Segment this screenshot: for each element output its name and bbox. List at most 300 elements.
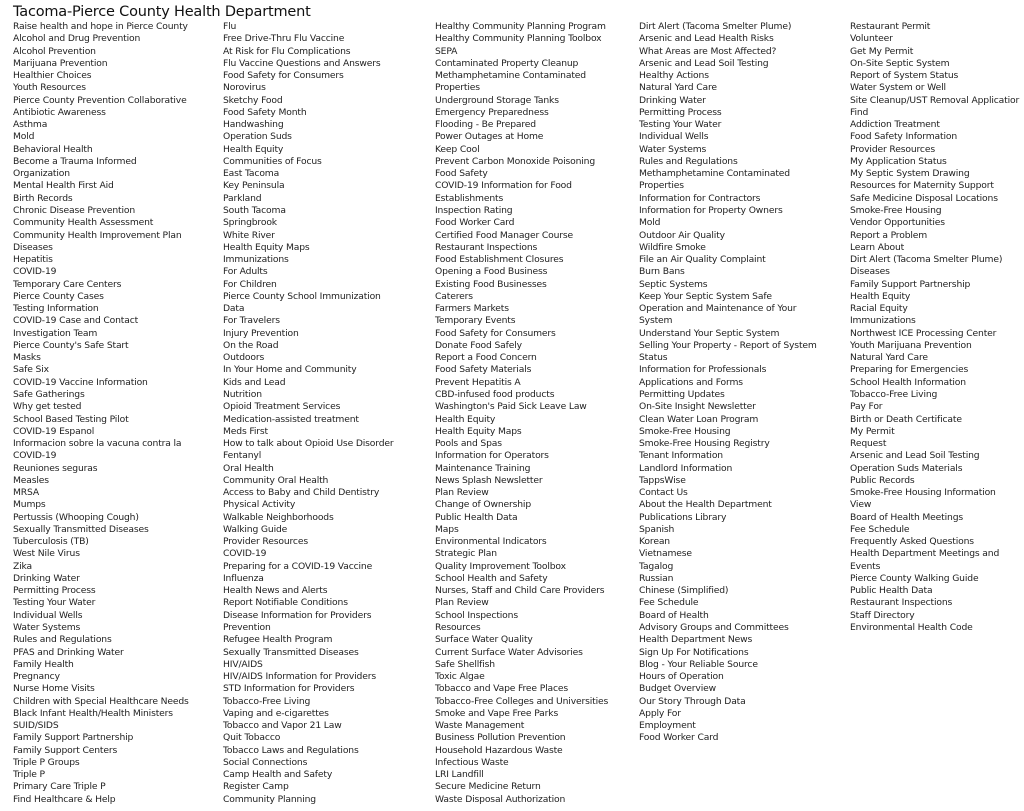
list-item[interactable]: Safe Six: [13, 364, 49, 376]
list-item[interactable]: Chronic Disease Prevention: [13, 204, 136, 216]
list-item[interactable]: Kids and Lead: [223, 376, 286, 388]
list-item[interactable]: Maps: [435, 523, 459, 535]
list-item[interactable]: COVID-19 Vaccine Information: [13, 376, 148, 388]
list-item[interactable]: Fentanyl: [223, 450, 262, 462]
list-item[interactable]: Community Health Assessment: [13, 217, 154, 229]
list-item[interactable]: Walkable Neighborhoods: [223, 511, 334, 523]
list-item[interactable]: On-Site Insight Newsletter: [639, 401, 756, 413]
list-item[interactable]: View: [850, 499, 872, 511]
list-item[interactable]: Clean Water Loan Program: [639, 413, 759, 425]
list-item[interactable]: My Septic System Drawing: [850, 168, 970, 180]
list-item[interactable]: Community Planning: [223, 793, 316, 805]
list-item[interactable]: STD Information for Providers: [223, 683, 355, 695]
list-item[interactable]: Contact Us: [639, 487, 688, 499]
list-item[interactable]: Information for Property Owners: [639, 204, 783, 216]
list-item[interactable]: School Based Testing Pilot: [13, 413, 129, 425]
list-item[interactable]: For Children: [223, 278, 277, 290]
list-item[interactable]: Board of Health: [639, 609, 709, 621]
list-item[interactable]: Food Safety Month: [223, 106, 307, 118]
list-item[interactable]: Preparing for a COVID-19 Vaccine: [223, 560, 373, 572]
list-item[interactable]: Status: [639, 352, 668, 364]
list-item[interactable]: Pools and Spas: [435, 438, 502, 450]
list-item[interactable]: Chinese (Simplified): [639, 585, 729, 597]
list-item[interactable]: Food Establishment Closures: [435, 254, 564, 266]
list-item[interactable]: School Health Information: [850, 376, 966, 388]
list-item[interactable]: Arsenic and Lead Soil Testing: [639, 57, 769, 69]
list-item[interactable]: Tagalog: [639, 560, 674, 572]
list-item[interactable]: Raise health and hope in Pierce County: [13, 21, 188, 32]
list-item[interactable]: Investigation Team: [13, 327, 98, 339]
list-item[interactable]: Business Pollution Prevention: [435, 732, 566, 744]
list-item[interactable]: Household Hazardous Waste: [435, 744, 563, 756]
list-item[interactable]: Get My Permit: [850, 45, 914, 57]
list-item[interactable]: Refugee Health Program: [223, 634, 333, 646]
list-item[interactable]: Events: [850, 560, 881, 572]
list-item[interactable]: Plan Review: [435, 597, 489, 609]
list-item[interactable]: Resources: [435, 622, 481, 634]
list-item[interactable]: Maintenance Training: [435, 462, 531, 474]
list-item[interactable]: Information for Professionals: [639, 364, 767, 376]
list-item[interactable]: Emergency Preparedness: [435, 106, 549, 118]
list-item[interactable]: Drinking Water: [13, 572, 80, 584]
list-item[interactable]: Methamphetamine Contaminated: [435, 70, 586, 82]
list-item[interactable]: Caterers: [435, 290, 473, 302]
list-item[interactable]: Addiction Treatment: [850, 119, 940, 131]
list-item[interactable]: Health Equity: [435, 413, 496, 425]
list-item[interactable]: Operation Suds: [223, 131, 292, 143]
list-item[interactable]: Health Equity: [223, 143, 284, 155]
list-item[interactable]: COVID-19 Case and Contact: [13, 315, 139, 327]
list-item[interactable]: Infectious Waste: [435, 756, 509, 768]
list-item[interactable]: Family Support Partnership: [850, 278, 971, 290]
list-item[interactable]: Septic Systems: [639, 278, 708, 290]
list-item[interactable]: Keep Your Septic System Safe: [639, 290, 772, 302]
list-item[interactable]: Register Camp: [223, 781, 289, 793]
list-item[interactable]: Flooding - Be Prepared: [435, 119, 536, 131]
list-item[interactable]: Triple P: [13, 769, 45, 781]
list-item[interactable]: Testing Your Water: [639, 119, 722, 131]
list-item[interactable]: Food Worker Card: [435, 217, 515, 229]
list-item[interactable]: Food Safety Materials: [435, 364, 532, 376]
list-item[interactable]: Vaping and e-cigarettes: [223, 707, 329, 719]
list-item[interactable]: Immunizations: [850, 315, 916, 327]
list-item[interactable]: Environmental Health Code: [850, 622, 973, 634]
list-item[interactable]: Family Health: [13, 658, 74, 670]
list-item[interactable]: Tobacco-Free Living: [223, 695, 311, 707]
list-item[interactable]: Pertussis (Whooping Cough): [13, 511, 139, 523]
list-item[interactable]: In Your Home and Community: [223, 364, 357, 376]
list-item[interactable]: Temporary Events: [435, 315, 516, 327]
list-item[interactable]: Meds First: [223, 425, 268, 437]
list-item[interactable]: Nurse Home Visits: [13, 683, 95, 695]
list-item[interactable]: Healthy Community Planning Toolbox: [435, 33, 602, 45]
list-item[interactable]: COVID-19 Information for Food: [435, 180, 572, 192]
list-item[interactable]: Outdoors: [223, 352, 265, 364]
list-item[interactable]: Racial Equity: [850, 303, 908, 315]
list-item[interactable]: Dirt Alert (Tacoma Smelter Plume): [850, 254, 1003, 266]
list-item[interactable]: Sketchy Food: [223, 94, 283, 106]
list-item[interactable]: Smoke-Free Housing: [850, 204, 942, 216]
list-item[interactable]: Washington's Paid Sick Leave Law: [435, 401, 587, 413]
list-item[interactable]: Current Surface Water Advisories: [435, 646, 583, 658]
list-item[interactable]: Youth Resources: [13, 82, 86, 94]
list-item[interactable]: Alcohol Prevention: [13, 45, 96, 57]
list-item[interactable]: Change of Ownership: [435, 499, 532, 511]
list-item[interactable]: Norovirus: [223, 82, 266, 94]
list-item[interactable]: Certified Food Manager Course: [435, 229, 574, 241]
list-item[interactable]: Data: [223, 303, 245, 315]
list-item[interactable]: Family Support Partnership: [13, 732, 134, 744]
list-item[interactable]: Our Story Through Data: [639, 695, 746, 707]
list-item[interactable]: System: [639, 315, 673, 327]
list-item[interactable]: COVID-19: [13, 450, 57, 462]
list-item[interactable]: School Inspections: [435, 609, 518, 621]
list-item[interactable]: CBD-infused food products: [435, 388, 555, 400]
list-item[interactable]: Safe Medicine Disposal Locations: [850, 192, 998, 204]
list-item[interactable]: Camp Health and Safety: [223, 769, 333, 781]
list-item[interactable]: Mental Health First Aid: [13, 180, 114, 192]
list-item[interactable]: Quit Tobacco: [223, 732, 281, 744]
list-item[interactable]: For Adults: [223, 266, 268, 278]
list-item[interactable]: Toxic Algae: [435, 671, 485, 683]
list-item[interactable]: Natural Yard Care: [850, 352, 928, 364]
list-item[interactable]: Request: [850, 438, 887, 450]
list-item[interactable]: TappsWise: [639, 474, 686, 486]
list-item[interactable]: Mold: [639, 217, 661, 229]
list-item[interactable]: Organization: [13, 168, 70, 180]
list-item[interactable]: Northwest ICE Processing Center: [850, 327, 997, 339]
list-item[interactable]: Farmers Markets: [435, 303, 509, 315]
list-item[interactable]: Masks: [13, 352, 41, 364]
list-item[interactable]: Operation Suds Materials: [850, 462, 963, 474]
list-item[interactable]: Restaurant Permit: [850, 21, 931, 32]
list-item[interactable]: Free Drive-Thru Flu Vaccine: [223, 33, 345, 45]
list-item[interactable]: Health Equity Maps: [435, 425, 522, 437]
list-item[interactable]: Report of System Status: [850, 70, 959, 82]
list-item[interactable]: Mold: [13, 131, 35, 143]
list-item[interactable]: HIV/AIDS Information for Providers: [223, 671, 376, 683]
list-item[interactable]: Donate Food Safely: [435, 339, 522, 351]
list-item[interactable]: Pierce County Walking Guide: [850, 572, 979, 584]
list-item[interactable]: Zika: [13, 560, 33, 572]
list-item[interactable]: About the Health Department: [639, 499, 772, 511]
list-item[interactable]: On the Road: [223, 339, 279, 351]
list-item[interactable]: Hepatitis: [13, 254, 53, 266]
list-item[interactable]: Russian: [639, 572, 674, 584]
list-item[interactable]: Arsenic and Lead Health Risks: [639, 33, 774, 45]
list-item[interactable]: Existing Food Businesses: [435, 278, 547, 290]
list-item[interactable]: Report Notifiable Conditions: [223, 597, 348, 609]
list-item[interactable]: Vietnamese: [639, 548, 692, 560]
list-item[interactable]: Drinking Water: [639, 94, 706, 106]
list-item[interactable]: Immunizations: [223, 254, 289, 266]
list-item[interactable]: Children with Special Healthcare Needs: [13, 695, 189, 707]
list-item[interactable]: PFAS and Drinking Water: [13, 646, 124, 658]
list-item[interactable]: Quality Improvement Toolbox: [435, 560, 566, 572]
list-item[interactable]: Primary Care Triple P: [13, 781, 106, 793]
list-item[interactable]: Food Safety for Consumers: [435, 327, 556, 339]
list-item[interactable]: Landlord Information: [639, 462, 733, 474]
list-item[interactable]: White River: [223, 229, 275, 241]
list-item[interactable]: Pierce County's Safe Start: [13, 339, 129, 351]
list-item[interactable]: Frequently Asked Questions: [850, 536, 974, 548]
list-item[interactable]: Individual Wells: [13, 609, 83, 621]
list-item[interactable]: Prevention: [223, 622, 271, 634]
list-item[interactable]: Restaurant Inspections: [435, 241, 538, 253]
list-item[interactable]: Diseases: [850, 266, 890, 278]
list-item[interactable]: SUID/SIDS: [13, 720, 59, 732]
list-item[interactable]: What Areas are Most Affected?: [639, 45, 777, 57]
list-item[interactable]: Tobacco-Free Living: [850, 388, 938, 400]
list-item[interactable]: For Travelers: [223, 315, 280, 327]
list-item[interactable]: Wildfire Smoke: [639, 241, 706, 253]
list-item[interactable]: Disease Information for Providers: [223, 609, 372, 621]
list-item[interactable]: Pregnancy: [13, 671, 60, 683]
list-item[interactable]: Nurses, Staff and Child Care Providers: [435, 585, 605, 597]
list-item[interactable]: Secure Medicine Return: [435, 781, 541, 793]
list-item[interactable]: File an Air Quality Complaint: [639, 254, 766, 266]
list-item[interactable]: Properties: [639, 180, 684, 192]
list-item[interactable]: Smoke-Free Housing: [639, 425, 731, 437]
list-item[interactable]: Provider Resources: [223, 536, 308, 548]
list-item[interactable]: Permitting Process: [13, 585, 96, 597]
list-item[interactable]: Measles: [13, 474, 49, 486]
list-item[interactable]: Budget Overview: [639, 683, 716, 695]
list-item[interactable]: Testing Your Water: [13, 597, 96, 609]
list-item[interactable]: Power Outages at Home: [435, 131, 544, 143]
list-item[interactable]: Individual Wells: [639, 131, 709, 143]
list-item[interactable]: Information for Contractors: [639, 192, 761, 204]
list-item[interactable]: Volunteer: [850, 33, 893, 45]
list-item[interactable]: Physical Activity: [223, 499, 296, 511]
list-item[interactable]: Understand Your Septic System: [639, 327, 780, 339]
list-item[interactable]: Provider Resources: [850, 143, 935, 155]
list-item[interactable]: Influenza: [223, 572, 264, 584]
list-item[interactable]: Communities of Focus: [223, 155, 322, 167]
list-item[interactable]: Water Systems: [639, 143, 707, 155]
list-item[interactable]: Tobacco Laws and Regulations: [223, 744, 359, 756]
list-item[interactable]: Oral Health: [223, 462, 274, 474]
list-item[interactable]: My Permit: [850, 425, 895, 437]
list-item[interactable]: Fee Schedule: [639, 597, 699, 609]
list-item[interactable]: Community Health Improvement Plan: [13, 229, 182, 241]
list-item[interactable]: Food Safety Information: [850, 131, 957, 143]
list-item[interactable]: Become a Trauma Informed: [13, 155, 137, 167]
list-item[interactable]: Methamphetamine Contaminated: [639, 168, 790, 180]
list-item[interactable]: Parkland: [223, 192, 262, 204]
list-item[interactable]: Find Healthcare & Help: [13, 793, 116, 805]
list-item[interactable]: Keep Cool: [435, 143, 480, 155]
list-item[interactable]: Pierce County School Immunization: [223, 290, 381, 302]
list-item[interactable]: Resources for Maternity Support: [850, 180, 994, 192]
list-item[interactable]: Vendor Opportunities: [850, 217, 945, 229]
list-item[interactable]: Triple P Groups: [13, 756, 80, 768]
list-item[interactable]: Nutrition: [223, 388, 262, 400]
list-item[interactable]: Sign Up For Notifications: [639, 646, 749, 658]
list-item[interactable]: Testing Information: [13, 303, 99, 315]
list-item[interactable]: Mumps: [13, 499, 46, 511]
list-item[interactable]: MRSA: [13, 487, 39, 499]
list-item[interactable]: Surface Water Quality: [435, 634, 533, 646]
list-item[interactable]: Pierce County Cases: [13, 290, 104, 302]
list-item[interactable]: Prevent Hepatitis A: [435, 376, 521, 388]
list-item[interactable]: Arsenic and Lead Soil Testing: [850, 450, 980, 462]
list-item[interactable]: Contaminated Property Cleanup: [435, 57, 579, 69]
list-item[interactable]: Board of Health Meetings: [850, 511, 964, 523]
list-item[interactable]: Flu Vaccine Questions and Answers: [223, 57, 381, 69]
list-item[interactable]: Healthier Choices: [13, 70, 92, 82]
list-item[interactable]: Access to Baby and Child Dentistry: [223, 487, 380, 499]
list-item[interactable]: Asthma: [13, 119, 48, 131]
list-item[interactable]: LRI Landfill: [435, 769, 484, 781]
list-item[interactable]: Natural Yard Care: [639, 82, 717, 94]
list-item[interactable]: Operation and Maintenance of Your: [639, 303, 797, 315]
list-item[interactable]: Underground Storage Tanks: [435, 94, 559, 106]
list-item[interactable]: Community Oral Health: [223, 474, 329, 486]
list-item[interactable]: Public Health Data: [435, 511, 518, 523]
list-item[interactable]: Plan Review: [435, 487, 489, 499]
list-item[interactable]: Food Safety for Consumers: [223, 70, 344, 82]
list-item[interactable]: Report a Food Concern: [435, 352, 537, 364]
list-item[interactable]: Diseases: [13, 241, 53, 253]
list-item[interactable]: Healthy Actions: [639, 70, 709, 82]
list-item[interactable]: Birth or Death Certificate: [850, 413, 962, 425]
list-item[interactable]: Public Records: [850, 474, 915, 486]
list-item[interactable]: School Health and Safety: [435, 572, 548, 584]
list-item[interactable]: Health Department Meetings and: [850, 548, 1000, 560]
list-item[interactable]: Reuniones seguras: [13, 462, 98, 474]
list-item[interactable]: West Nile Virus: [13, 548, 80, 560]
list-item[interactable]: Food Worker Card: [639, 732, 719, 744]
list-item[interactable]: Water System or Well: [850, 82, 946, 94]
list-item[interactable]: Tobacco-Free Colleges and Universities: [435, 695, 609, 707]
list-item[interactable]: Preparing for Emergencies: [850, 364, 969, 376]
list-item[interactable]: Waste Disposal Authorization: [435, 793, 566, 805]
list-item[interactable]: Temporary Care Centers: [13, 278, 122, 290]
list-item[interactable]: Information for Operators: [435, 450, 549, 462]
list-item[interactable]: Environmental Indicators: [435, 536, 547, 548]
list-item[interactable]: Advisory Groups and Committees: [639, 622, 789, 634]
list-item[interactable]: South Tacoma: [223, 204, 286, 216]
list-item[interactable]: Staff Directory: [850, 609, 915, 621]
list-item[interactable]: Key Peninsula: [223, 180, 285, 192]
list-item[interactable]: Pay For: [850, 401, 883, 413]
list-item[interactable]: Walking Guide: [223, 523, 288, 535]
list-item[interactable]: Inspection Rating: [435, 204, 513, 216]
list-item[interactable]: Safe Gatherings: [13, 388, 85, 400]
list-item[interactable]: Birth Records: [13, 192, 73, 204]
list-item[interactable]: Pierce County Prevention Collaborative: [13, 94, 187, 106]
list-item[interactable]: Establishments: [435, 192, 504, 204]
list-item[interactable]: Youth Marijuana Prevention: [850, 339, 972, 351]
list-item[interactable]: Smoke and Vape Free Parks: [435, 707, 559, 719]
list-item[interactable]: Rules and Regulations: [639, 155, 738, 167]
list-item[interactable]: Apply For: [639, 707, 681, 719]
list-item[interactable]: My Application Status: [850, 155, 947, 167]
list-item[interactable]: Health Department News: [639, 634, 753, 646]
list-item[interactable]: COVID-19: [223, 548, 267, 560]
list-item[interactable]: Sexually Transmitted Diseases: [223, 646, 359, 658]
list-item[interactable]: SEPA: [435, 45, 458, 57]
list-item[interactable]: Burn Bans: [639, 266, 685, 278]
list-item[interactable]: Why get tested: [13, 401, 82, 413]
list-item[interactable]: Smoke-Free Housing Registry: [639, 438, 770, 450]
list-item[interactable]: Opioid Treatment Services: [223, 401, 341, 413]
list-item[interactable]: Social Connections: [223, 756, 308, 768]
list-item[interactable]: Alcohol and Drug Prevention: [13, 33, 141, 45]
list-item[interactable]: Health Equity: [850, 290, 911, 302]
list-item[interactable]: Public Health Data: [850, 585, 933, 597]
list-item[interactable]: Permitting Process: [639, 106, 722, 118]
list-item[interactable]: Behavioral Health: [13, 143, 93, 155]
list-item[interactable]: COVID-19: [13, 266, 57, 278]
list-item[interactable]: Medication-assisted treatment: [223, 413, 359, 425]
list-item[interactable]: News Splash Newsletter: [435, 474, 543, 486]
list-item[interactable]: Health News and Alerts: [223, 585, 328, 597]
list-item[interactable]: Fee Schedule: [850, 523, 910, 535]
list-item[interactable]: Antibiotic Awareness: [13, 106, 106, 118]
list-item[interactable]: Outdoor Air Quality: [639, 229, 725, 241]
list-item[interactable]: Water Systems: [13, 622, 81, 634]
list-item[interactable]: Tobacco and Vape Free Places: [435, 683, 569, 695]
list-item[interactable]: Selling Your Property - Report of System: [639, 339, 817, 351]
list-item[interactable]: Opening a Food Business: [435, 266, 548, 278]
list-item[interactable]: Flu: [223, 21, 237, 32]
list-item[interactable]: Springbrook: [223, 217, 277, 229]
list-item[interactable]: HIV/AIDS: [223, 658, 263, 670]
list-item[interactable]: Strategic Plan: [435, 548, 497, 560]
list-item[interactable]: COVID-19 Espanol: [13, 425, 95, 437]
list-item[interactable]: Handwashing: [223, 119, 284, 131]
list-item[interactable]: Safe Shellfish: [435, 658, 495, 670]
list-item[interactable]: Food Safety: [435, 168, 488, 180]
list-item[interactable]: Marijuana Prevention: [13, 57, 108, 69]
list-item[interactable]: Injury Prevention: [223, 327, 299, 339]
list-item[interactable]: Permitting Updates: [639, 388, 725, 400]
list-item[interactable]: Tuberculosis (TB): [13, 536, 89, 548]
list-item[interactable]: Applications and Forms: [639, 376, 743, 388]
list-item[interactable]: Health Equity Maps: [223, 241, 310, 253]
list-item[interactable]: Employment: [639, 720, 696, 732]
list-item[interactable]: Find: [850, 106, 869, 118]
list-item[interactable]: Korean: [639, 536, 670, 548]
list-item[interactable]: Smoke-Free Housing Information: [850, 487, 996, 499]
list-item[interactable]: Informacion sobre la vacuna contra la: [13, 438, 182, 450]
list-item[interactable]: Prevent Carbon Monoxide Poisoning: [435, 155, 596, 167]
list-item[interactable]: Spanish: [639, 523, 675, 535]
list-item[interactable]: Sexually Transmitted Diseases: [13, 523, 149, 535]
list-item[interactable]: Restaurant Inspections: [850, 597, 953, 609]
list-item[interactable]: Dirt Alert (Tacoma Smelter Plume): [639, 21, 792, 32]
list-item[interactable]: Tenant Information: [639, 450, 723, 462]
list-item[interactable]: Waste Management: [435, 720, 525, 732]
list-item[interactable]: Properties: [435, 82, 480, 94]
list-item[interactable]: Black Infant Health/Health Ministers: [13, 707, 173, 719]
list-item[interactable]: Family Support Centers: [13, 744, 118, 756]
list-item[interactable]: How to talk about Opioid Use Disorder: [223, 438, 394, 450]
list-item[interactable]: Hours of Operation: [639, 671, 724, 683]
list-item[interactable]: Tobacco and Vapor 21 Law: [223, 720, 342, 732]
list-item[interactable]: Rules and Regulations: [13, 634, 112, 646]
list-item[interactable]: Blog - Your Reliable Source: [639, 658, 758, 670]
list-item[interactable]: East Tacoma: [223, 168, 280, 180]
list-item[interactable]: Healthy Community Planning Program: [435, 21, 606, 32]
list-item[interactable]: Learn About: [850, 241, 905, 253]
list-item[interactable]: Report a Problem: [850, 229, 928, 241]
list-item[interactable]: At Risk for Flu Complications: [223, 45, 351, 57]
list-item[interactable]: On-Site Septic System: [850, 57, 950, 69]
list-item[interactable]: Publications Library: [639, 511, 727, 523]
